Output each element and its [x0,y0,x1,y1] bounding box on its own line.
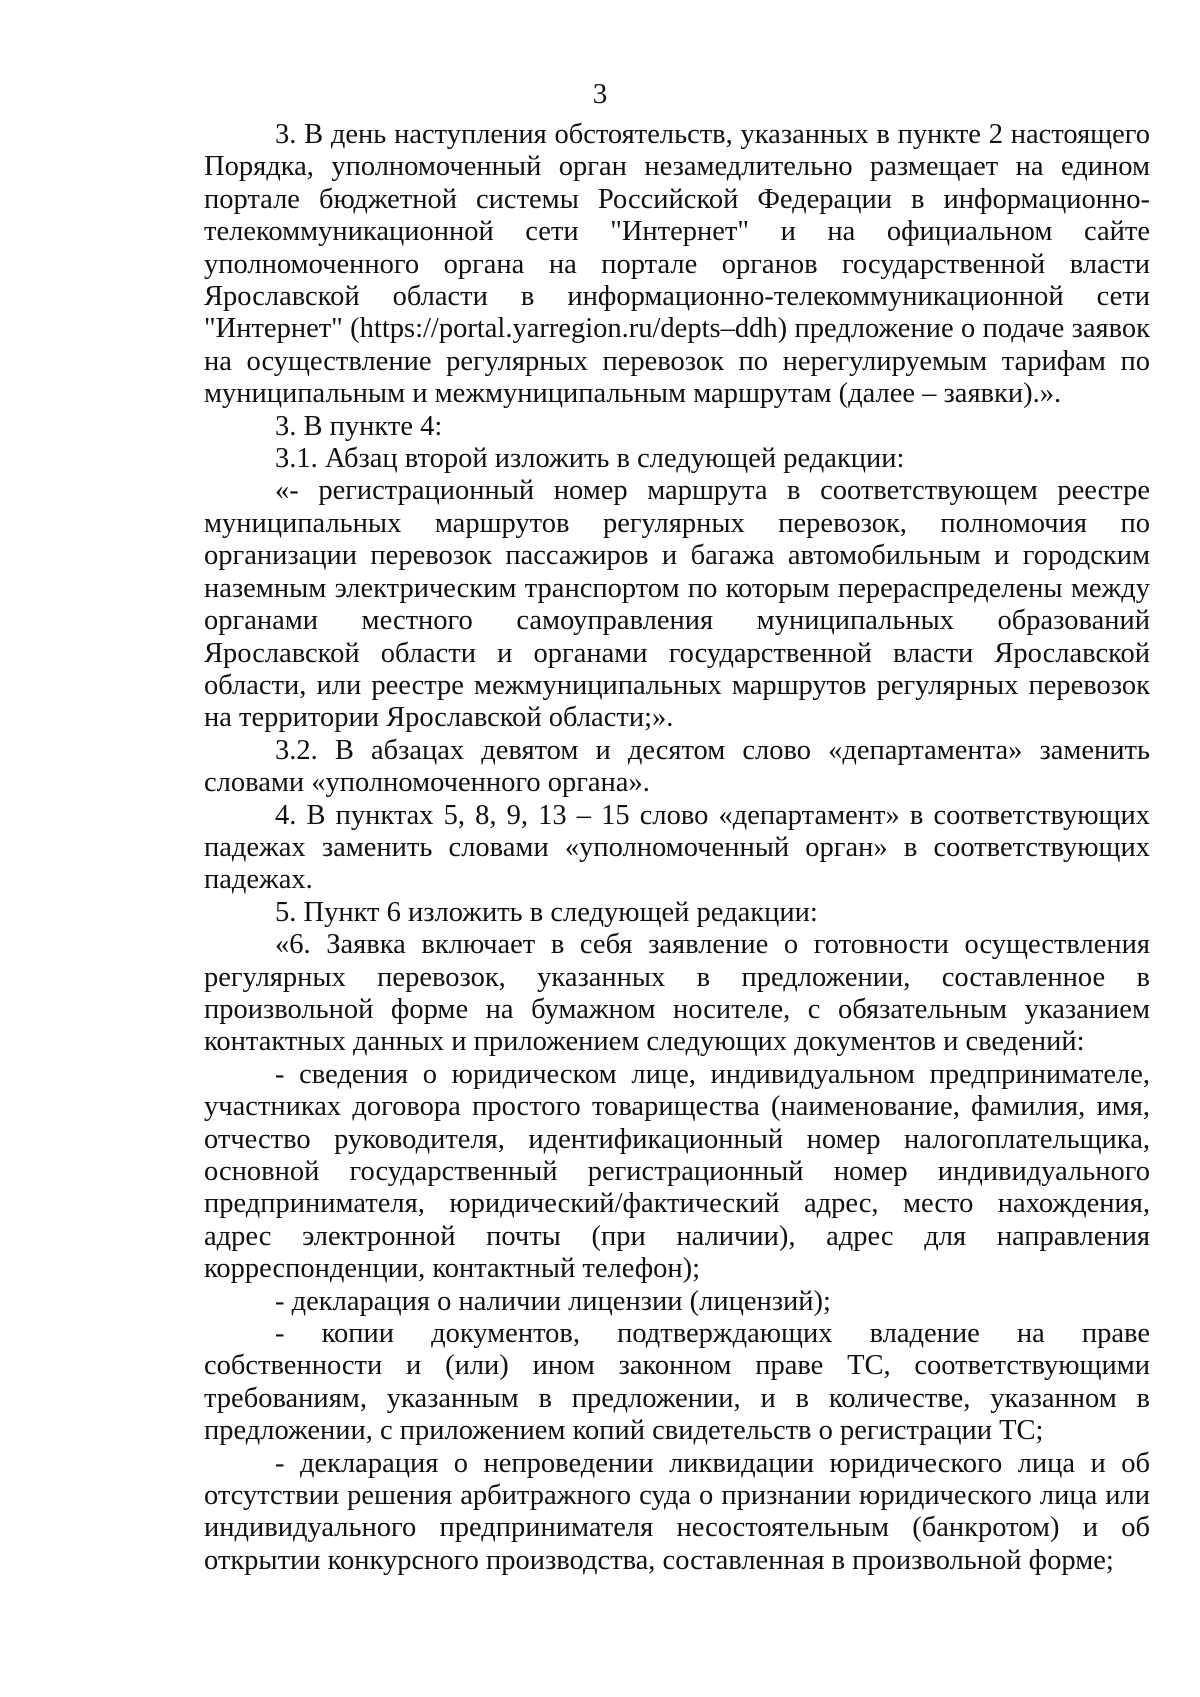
paragraph-registration-number: «- регистрационный номер маршрута в соответствующем реестре муниципальных маршрутов регулярных перевозок, полномочия по организации перевозок пассажиров и багажа автомобильным и городским наземным электрическим транспортом по которым перераспределены между органами местного самоуправления муниципальных образований Ярославской области и органами государственной власти Ярославской области, или реестре межмуниципальных маршрутов регулярных перевозок на территории Ярославской области;». [204,475,1150,734]
paragraph-point-4-heading: 3. В пункте 4: [275,410,443,442]
page-number: 3 [592,78,608,110]
list-item-license-declaration: - декларация о наличии лицензии (лицензий); [275,1285,831,1317]
paragraph-3-1-heading: 3.1. Абзац второй изложить в следующей редакции: [275,443,905,475]
document-body [204,119,1150,1577]
paragraph-3-publication: 3. В день наступления обстоятельств, указанных в пункте 2 настоящего Порядка, уполномоченный орган незамедлительно размещает на едином портале бюджетной системы Российской Федерации в информационно-телекоммуникационной сети "Интернет" и на официальном сайте уполномоченного органа на портале органов государственной власти Ярославской области в информационно-телекоммуникационной сети "Интернет" (https://portal.yarregion.ru/depts–ddh) предложение о подаче заявок на осуществление регулярных перевозок по нерегулируемым тарифам по муниципальным и межмуниципальным маршрутам (далее – заявки).». [204,119,1150,410]
list-item-liquidation-declaration: - декларация о непроведении ликвидации юридического лица и об отсутствии решения арбитражного суда о признании юридического лица или индивидуального предпринимателя несостоятельным (банкротом) и об открытии конкурсного производства, составленная в произвольной форме; [204,1447,1150,1576]
paragraph-4: 4. В пунктах 5, 8, 9, 13 – 15 слово «департамент» в соответствующих падежах заменить словами «уполномоченный орган» в соответствующих падежах. [204,799,1150,896]
paragraph-3-2: 3.2. В абзацах девятом и десятом слово «департамента» заменить словами «уполномоченного органа». [204,734,1150,799]
paragraph-6-application: «6. Заявка включает в себя заявление о готовности осуществления регулярных перевозок, указанных в предложении, составленное в произвольной форме на бумажном носителе, с обязательным указанием контактных данных и приложением следующих документов и сведений: [204,929,1150,1058]
list-item-ownership-documents: - копии документов, подтверждающих владение на праве собственности и (или) ином законном праве ТС, соответствующими требованиям, указанным в предложении, и в количестве, указанном в предложении, с приложением копий свидетельств о регистрации ТС; [204,1318,1150,1447]
list-item-legal-entity-info: - сведения о юридическом лице, индивидуальном предпринимателе, участниках договора простого товарищества (наименование, фамилия, имя, отчество руководителя, идентификационный номер налогоплательщика, основной государственный регистрационный номер индивидуального предпринимателя, юридический/фактический адрес, место нахождения, адрес электронной почты (при наличии), адрес для направления корреспонденции, контактный телефон); [204,1058,1150,1285]
paragraph-5-heading: 5. Пункт 6 изложить в следующей редакции: [275,896,818,928]
